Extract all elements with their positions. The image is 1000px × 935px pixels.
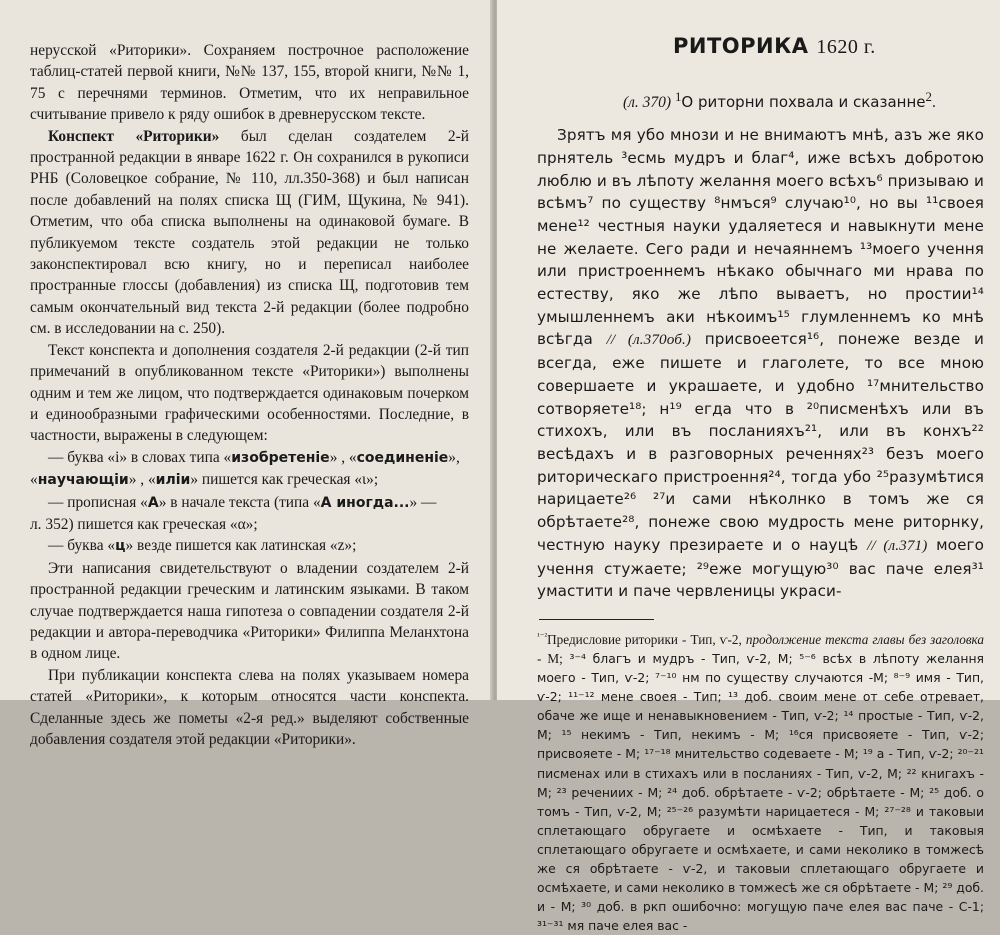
text-run: » , «: [128, 471, 156, 489]
list-item-i: [30, 447, 469, 469]
page-title: [673, 34, 984, 59]
text-run: — прописная «: [48, 493, 148, 511]
slavonic-word: А: [147, 494, 159, 511]
text-run: » —: [409, 493, 437, 511]
slavonic-word: иліи: [155, 472, 191, 489]
list-item-a: [30, 492, 469, 514]
text-run: » везде пишется как латинская «z»;: [125, 537, 357, 555]
slavonic-word: изобретеніе: [231, 449, 330, 466]
footnote-ref: 2: [925, 89, 932, 104]
text-run: Зрятъ мя убо мнози и не внимаютъ мнѣ, азъ же яко прнятель ³есмь мудръ и благ⁴, иже всѣхъ добротою люблю и въ лѣпоту желання моего всѣхъ⁶ призываю и всѣмъ⁷ по существу ⁸нмъся⁹ случаю¹⁰, но вы ¹¹своея мене¹² честныя науки удаляетеся и навыкнути мене не желаете. Сего ради и нечаяннемъ ¹³моего учення или пристроеннемъ нѣкако обычнаго ми нрава по естеству, яко же лѣпо вываетъ, но простии¹⁴ умышленнемъ аки нѣкоимъ¹⁵ глумленнемъ ко мнѣ всѣгда: [537, 126, 984, 349]
konspekt-heading: Конспект «Риторики»: [48, 127, 220, 145]
text-run: моего учення стужаете; ²⁹еже могущую³⁰ вас паче елея³¹ умастити и паче червленицы украси-: [537, 535, 984, 601]
paragraph-intro: нерусской «Риторики». Сохраняем построчное расположение таблиц-статей первой книги, №№ 137, 155, второй книги, №№ 1, 75 с перечнями терминов. Отметим, что их неправильное считывание привело к ряду ошибок в древнерусском тексте.: [30, 42, 469, 124]
slavonic-word: А иногда...: [320, 494, 410, 511]
subtitle-text: О риторни похвала и сказанне: [681, 93, 926, 112]
right-page: [497, 0, 1000, 934]
left-page: [0, 0, 493, 748]
text-run: — буква «: [48, 537, 116, 555]
slavonic-main-text: [537, 124, 984, 603]
text-run: »,: [448, 448, 460, 466]
list-item-ts: [30, 535, 469, 557]
list-item-i-cont: [30, 469, 469, 491]
folio-mark: // (л.370об.): [606, 331, 692, 349]
list-item-a-cont: л. 352) пишется как греческая «α»;: [30, 515, 258, 533]
slavonic-word: научающіи: [37, 472, 129, 489]
slavonic-word: ц: [115, 538, 126, 555]
text-run: - М;: [537, 651, 563, 667]
paragraph-konspekt: [30, 126, 469, 340]
paragraph-conclusion: Эти написания свидетельствуют о владении создателем 2-й пространной редакции греческим и латинским языками. В таком случае подтверждается наша гипотеза о совпадении создателя 2-й редакции и автора-переводчика «Риторики» Филиппа Меланхтона в одном лице.: [30, 559, 469, 663]
paragraph-publication: При публикации конспекта слева на полях указываем номера статей «Риторики», к которым относятся части конспекта. Сделанные здесь же пометы «2-я ред.» выделяют собственные добавления создателя этой редакции «Риторики».: [30, 666, 469, 748]
text-run: Предисловие риторики - Тип, ѵ-2,: [547, 631, 746, 647]
text-run: присвоеется¹⁶, понеже везде и всегда, еже пишете и глаголете, то все мною совершаете и украшаете, и удобно ¹⁷мнительство сотворяете¹⁸; н¹⁹ егда что в ²⁰писменѣхъ или въ стихохъ, или въ посланияхъ²¹, или въ конхъ²² весѣдахъ и в разговорных реченнях²³ безъ моего риторическаго пристроення²⁴, тогда убо ²⁵разумѣтися нарицаете²⁶ ²⁷и сами нѣколнко в томъ же ся обрѣтаете²⁸, понеже свою мудрость мене риторнку, честную науку презираете и о науцѣ: [537, 330, 984, 554]
text-run: » в начале текста (типа «: [158, 493, 321, 511]
text-run: » , «: [329, 448, 357, 466]
footnote-ref: 1: [674, 89, 682, 104]
konspekt-text: был сделан создателем 2-й пространной редакции в январе 1622 г. Он сохранился в рукописи РНБ (Соловецкое собрание, № 110, лл.350-368) и был написан после добавлений на полях списка Щ (ГИМ, Щукина, № 941). Отметим, что оба списка выполнены на одинаковой бумаге. В публикуемом тексте создатель этой редакции не только законспектировал всю книгу, но и переписал наиболее пространные глоссы (добавления) из списка Щ, подготовив тем самым окончательный вид текста 2-й редакции (более подробно см. в исследовании на с. 250).: [30, 127, 469, 338]
footnotes: [537, 630, 984, 935]
paragraph-text-konspekta: Текст конспекта и дополнения создателя 2-й редакции (2-й тип примечаний в опубликованном тексте «Риторики») выполнены одним и тем же лицом, что подтверждается одинаковым почерком и единообразными графическими особенностями. Последние, в частности, выражены в следующем:: [30, 341, 469, 445]
folio-mark: (л. 370): [623, 94, 672, 112]
text-run: .: [931, 94, 936, 112]
text-run: » пишется как греческая «ι»;: [190, 471, 379, 489]
chapter-subtitle: [623, 89, 984, 112]
italic-note: продолжение текста главы без заголовка: [745, 631, 984, 647]
text-run: «: [30, 471, 38, 489]
text-run: — буква «і» в словах типа «: [48, 448, 232, 466]
folio-mark: // (л.371): [867, 536, 928, 554]
footnote-text: ³⁻⁴ благъ и мудръ - Тип, ѵ-2, М; ⁵⁻⁶ всѣх в лѣпоту желання моего - Тип, ѵ-2; ⁷⁻¹⁰ нм по существу случаются -М; ⁸⁻⁹ имя - Тип, ѵ-2; ¹¹⁻¹² мене своея - Тип; ¹³ доб. своим мене от себе отревает, обаче же ище и ненавыкновением - Тип, ѵ-2; ¹⁴ простые - Тип, ѵ-2, М; ¹⁵ некимъ - Тип, некимъ - М; ¹⁶ся присвояете - Тип, ѵ-2; присвояете - М; ¹⁷⁻¹⁸ мнительство содеваете - М; ¹⁹ а - Тип, ѵ-2; ²⁰⁻²¹ писменах или в стихахъ или в посланиях - Тип, ѵ-2, М; ²² книгахъ - М; ²³ речениих - М; ²⁴ доб. обрѣтаете - ѵ-2; обрѣтаете - М; ²⁵ доб. о томъ - Тип, ѵ-2, М; ²⁵⁻²⁶ разумѣти нарицаетеся - М; ²⁷⁻²⁸ и таковыи сплетающаго обругаете и осмѣхаете - Тип, и таковыя сплетающаго обругаете и осмѣхаете, и сами неколико в томжесѣ же ся обрѣтаете - ѵ-2, и таковыи сплетающаго обругаете и осмѣхаете, и сами неколико в томжесѣ же ся обрѣтаете - М; ²⁹ доб. и - М; ³⁰ доб. в ркп ошибочно: могущую паче елея вас паче - С-1; ³¹⁻³¹ мя паче елея вас -: [537, 651, 985, 934]
footnote-number: ¹⁻²: [537, 630, 548, 641]
slavonic-word: соединеніе: [356, 449, 449, 466]
title-text: РИТОРИКА: [673, 34, 809, 58]
footnote-divider: [539, 619, 654, 620]
title-year: 1620 г.: [816, 36, 876, 58]
